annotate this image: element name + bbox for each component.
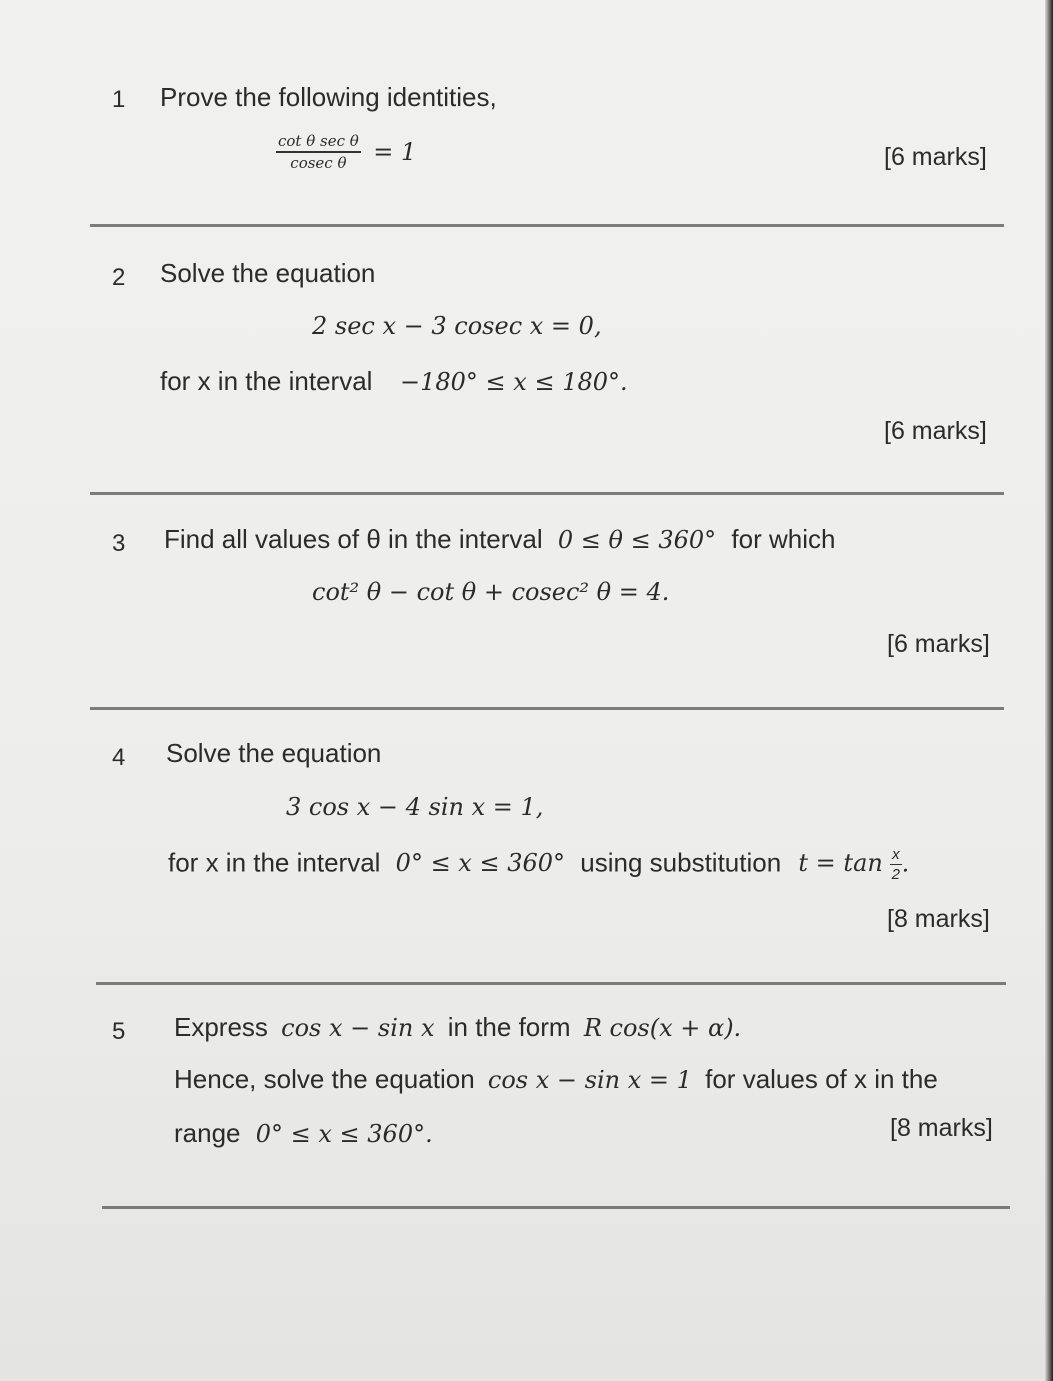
- question-4-substitution-label: using substitution: [580, 847, 782, 878]
- question-2-number: 2: [112, 264, 126, 291]
- question-5-line1: [174, 1012, 741, 1043]
- question-3-text-before: Find all values of θ in the interval: [164, 524, 543, 554]
- question-5-text-before: Express: [174, 1012, 268, 1042]
- question-2-equation: 2 sec x − 3 cosec x = 0,: [312, 312, 602, 340]
- question-2-marks: [6 marks]: [884, 417, 987, 445]
- question-5-line2-equation: cos x − sin x = 1: [487, 1066, 692, 1094]
- question-4-text: Solve the equation: [166, 738, 382, 768]
- question-5-marks: [8 marks]: [890, 1114, 993, 1142]
- question-1-fraction-denominator: cosec θ: [290, 154, 347, 172]
- question-4-substitution-end: .: [901, 849, 910, 878]
- question-5-text-mid: in the form: [447, 1012, 571, 1042]
- question-1-fraction: [276, 132, 361, 172]
- question-4-substitution-fraction-denominator: 2: [891, 866, 900, 883]
- divider-3: [90, 707, 1004, 710]
- question-1-identity: [276, 132, 416, 172]
- question-3-text: [164, 524, 835, 555]
- question-3-number: 3: [112, 530, 126, 557]
- question-5-expression: cos x − sin x: [281, 1014, 435, 1042]
- question-5-line2: [174, 1064, 938, 1095]
- question-4-substitution-fraction: [890, 846, 902, 883]
- question-3-text-after: for which: [731, 524, 836, 554]
- page-edge-shadow: [1045, 0, 1053, 1381]
- question-1-number: 1: [112, 86, 126, 113]
- divider-4: [96, 982, 1006, 985]
- question-5-line2-after: for values of x in the: [705, 1064, 938, 1094]
- question-3-marks: [6 marks]: [887, 630, 990, 658]
- question-4-equation: 3 cos x − 4 sin x = 1,: [286, 793, 544, 821]
- question-5-line3: [174, 1118, 433, 1149]
- question-1-marks: [6 marks]: [884, 143, 987, 171]
- question-2-text: Solve the equation: [160, 258, 376, 288]
- question-5-range: 0° ≤ x ≤ 360°.: [255, 1120, 433, 1148]
- question-1-text: Prove the following identities,: [160, 82, 497, 112]
- question-4-interval-label: for x in the interval: [168, 847, 381, 878]
- question-5-number: 5: [112, 1018, 126, 1045]
- divider-1: [90, 224, 1004, 227]
- question-4-line2: [168, 846, 909, 883]
- question-4-marks: [8 marks]: [887, 905, 990, 933]
- question-3-interval: 0 ≤ θ ≤ 360°: [557, 526, 717, 554]
- divider-2: [90, 492, 1004, 495]
- question-4-number: 4: [112, 744, 126, 771]
- question-5-form: R cos(x + α).: [583, 1014, 742, 1042]
- question-3-equation: cot² θ − cot θ + cosec² θ = 4.: [312, 578, 670, 606]
- question-1-fraction-numerator: cot θ sec θ: [276, 132, 361, 153]
- question-1-rhs: = 1: [373, 138, 417, 166]
- question-2-interval: −180° ≤ x ≤ 180°.: [400, 368, 628, 396]
- question-4-substitution: t = tan: [798, 849, 883, 878]
- question-5-line2-before: Hence, solve the equation: [174, 1064, 475, 1094]
- question-5-range-label: range: [174, 1118, 241, 1148]
- question-2-interval-label: for x in the interval: [160, 366, 373, 396]
- question-4-substitution-fraction-numerator: x: [892, 846, 900, 863]
- question-4-interval: 0° ≤ x ≤ 360°: [395, 849, 566, 878]
- divider-5: [102, 1206, 1010, 1209]
